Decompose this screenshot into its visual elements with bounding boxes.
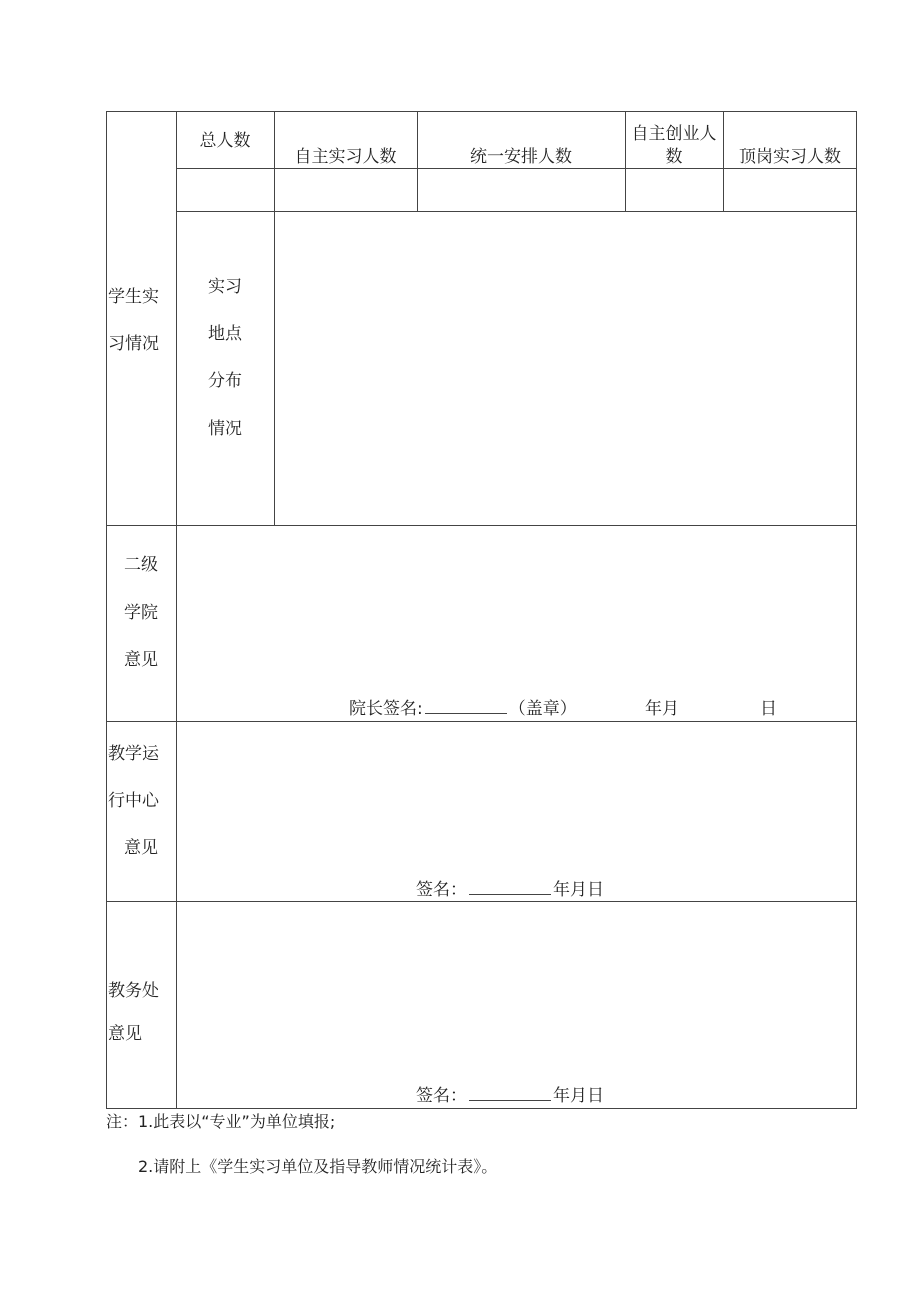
college-day: 日 <box>760 699 777 719</box>
distribution-content-area[interactable] <box>275 212 857 525</box>
college-opinion-area[interactable] <box>177 526 857 686</box>
note-line-1: 注：1.此表以“专业”为单位填报; <box>106 1112 336 1131</box>
note-line-2: 2.请附上《学生实习单位及指导教师情况统计表》。 <box>138 1157 498 1176</box>
internship-section-label-line2: 习情况 <box>108 334 159 354</box>
teaching-label-line: 行中心 <box>108 791 159 811</box>
college-year-month: 年月 <box>645 699 679 719</box>
teaching-label-line: 意见 <box>124 838 158 858</box>
office-signature-line <box>416 1086 604 1106</box>
office-signature-label: 签名： <box>416 1086 467 1106</box>
teaching-label-line: 教学运 <box>108 744 159 764</box>
self-intern-count-field[interactable] <box>275 169 417 211</box>
dean-signature-label: 院长签名: <box>349 699 423 719</box>
teaching-date: 年月日 <box>553 880 604 900</box>
college-signature-line <box>349 699 577 719</box>
internship-section-label-line1: 学生实 <box>108 287 159 307</box>
seal-label: （盖章） <box>508 699 577 719</box>
distribution-label-line: 实习 <box>208 277 242 297</box>
teaching-signature-label: 签名： <box>416 880 467 900</box>
distribution-label-line: 分布 <box>208 371 242 391</box>
header-dingang: 顶岗实习人数 <box>739 147 841 167</box>
header-startup-line1: 自主创业人 <box>631 124 717 144</box>
distribution-label-line: 情况 <box>208 419 242 439</box>
header-startup-line2: 数 <box>665 147 683 167</box>
office-signature-blank[interactable] <box>469 1086 551 1101</box>
startup-count-field[interactable] <box>626 169 723 211</box>
distribution-label-line: 地点 <box>208 324 242 344</box>
college-label-line: 二级 <box>124 555 158 575</box>
teaching-signature-blank[interactable] <box>469 880 551 895</box>
office-opinion-area[interactable] <box>177 902 857 1077</box>
teaching-opinion-area[interactable] <box>177 722 857 872</box>
dingang-count-field[interactable] <box>724 169 857 211</box>
unified-count-field[interactable] <box>418 169 625 211</box>
header-unified: 统一安排人数 <box>470 147 572 167</box>
header-self-intern: 自主实习人数 <box>294 147 397 167</box>
office-label-line: 意见 <box>108 1024 142 1044</box>
teaching-signature-line <box>416 880 604 900</box>
header-total: 总人数 <box>199 131 251 151</box>
dean-signature-blank[interactable] <box>425 699 507 714</box>
college-label-line: 学院 <box>124 603 158 623</box>
total-count-field[interactable] <box>177 169 274 211</box>
college-label-line: 意见 <box>124 650 158 670</box>
office-date: 年月日 <box>553 1086 604 1106</box>
office-label-line: 教务处 <box>108 981 159 1001</box>
